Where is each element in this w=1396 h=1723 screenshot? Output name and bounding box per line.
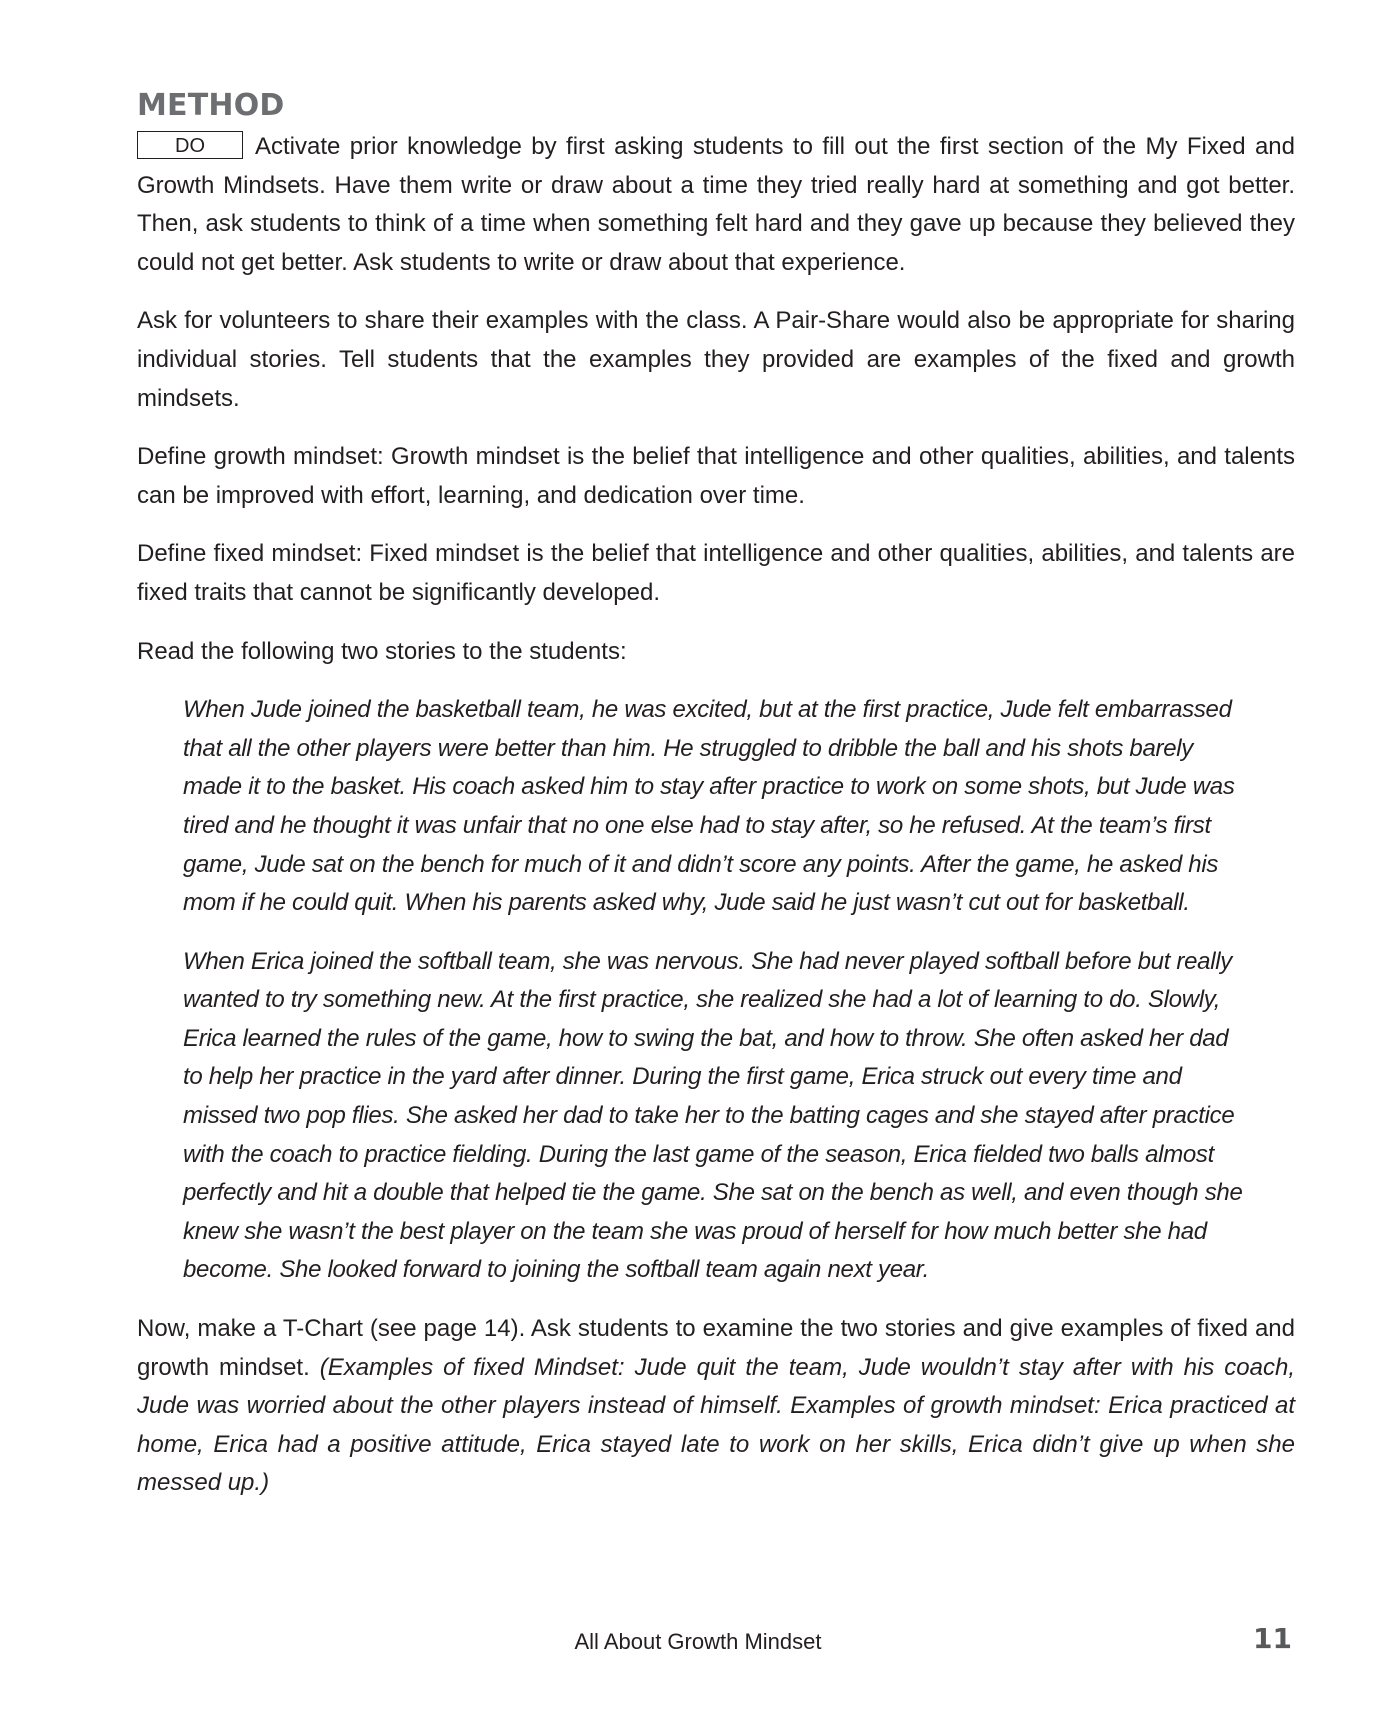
paragraph-define-fixed: Define fixed mindset: Fixed mindset is the belief that intelligence and other qualities, abilities, and talents are fixed traits that cannot be significantly developed. <box>137 540 1295 606</box>
paragraph-activate-text: Activate prior knowledge by first asking students to fill out the first section of the My Fixed and Growth Mindsets. Have them write or draw about a time they tried really hard at something and got better. Then, ask students to think of a time when something felt hard and they gave up because they believed they could not get better. Ask students to write or draw about that experience. <box>137 133 1295 276</box>
paragraph-t-chart-text: Now, make a T-Chart (see page 14). Ask students to examine the two stories and give examples of fixed and growth mindset. <box>137 1315 1295 1381</box>
section-heading: METHOD <box>137 88 285 123</box>
page-content <box>137 86 1295 1523</box>
do-label-box: DO <box>137 131 243 159</box>
paragraph-define-growth: Define growth mindset: Growth mindset is the belief that intelligence and other qualities, abilities, and talents can be improved with effort, learning, and dedication over time. <box>137 443 1295 509</box>
footer-title: All About Growth Mindset <box>574 1629 822 1654</box>
story-erica: When Erica joined the softball team, she was nervous. She had never played softball before but really wanted to try something new. At the first practice, she realized she had a lot of learning to do. Slowly, Erica learned the rules of the game, how to swing the bat, and how to throw. She often asked her dad to help her practice in the yard after dinner. During the first game, Erica struck out every time and missed two pop flies. She asked her dad to take her to the batting cages and she stayed after practice with the coach to practice fielding. During the last game of the season, Erica fielded two balls almost perfectly and hit a double that helped tie the game. She sat on the bench as well, and even though she knew she wasn’t the best player on the team she was proud of herself for how much better she had become. She looked forward to joining the softball team again next year. <box>183 947 1243 1284</box>
paragraph-activate <box>137 128 1295 282</box>
story-jude: When Jude joined the basketball team, he was excited, but at the first practice, Jude felt embarrassed that all the other players were better than him. He struggled to dribble the ball and his shots barely made it to the basket. His coach asked him to stay after practice to work on some shots, but Jude was tired and he thought it was unfair that no one else had to stay after, so he refused. At the team’s first game, Jude sat on the bench for much of it and didn’t score any points. After the game, he asked his mom if he could quit. When his parents asked why, Jude said he just wasn’t cut out for basketball. <box>183 696 1235 917</box>
paragraph-read-stories: Read the following two stories to the students: <box>137 637 627 665</box>
paragraph-volunteers: Ask for volunteers to share their examples with the class. A Pair-Share would also be appropriate for sharing individual stories. Tell students that the examples they provided are examples of the fixed and growth mindsets. <box>137 307 1295 412</box>
page-number: 11 <box>1253 1622 1292 1655</box>
paragraph-t-chart-examples: (Examples of fixed Mindset: Jude quit the team, Jude wouldn’t stay after with his coach, Jude was worried about the other players instead of himself. Examples of growth mindset: Erica practiced at home, Erica had a positive attitude, Erica stayed late to work on her skills, Erica didn’t give up when she messed up.) <box>137 1353 1296 1497</box>
paragraph-t-chart <box>137 1310 1295 1503</box>
